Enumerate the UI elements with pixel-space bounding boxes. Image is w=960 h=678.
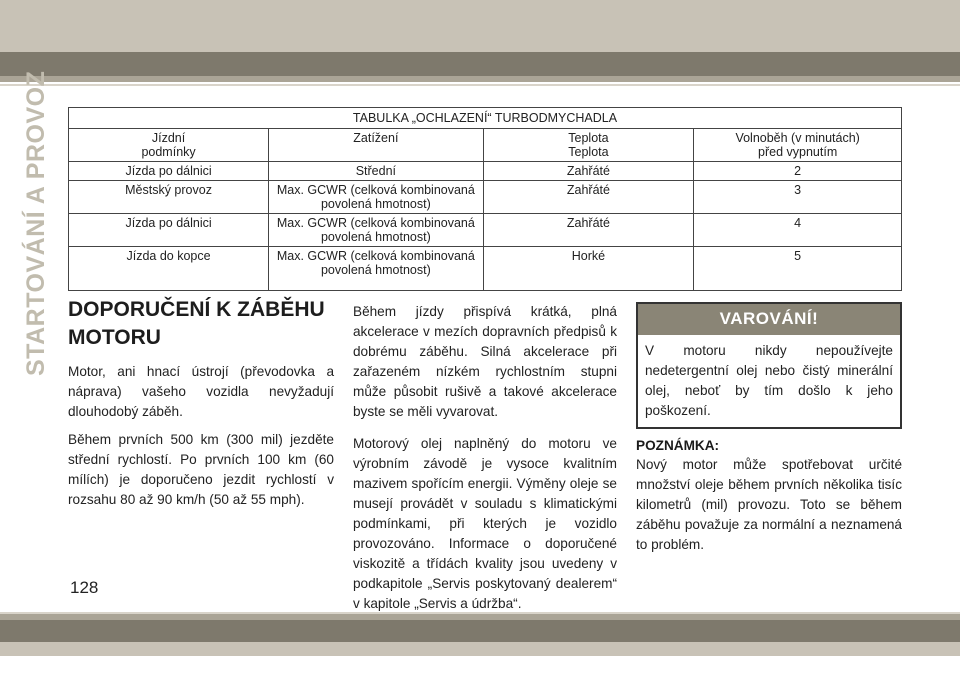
row-temperature: Zahřáté [483,181,694,214]
paragraph-engine-oil: Motorový olej naplněný do motoru ve výrobním závodě je vysoce kvalitním mazivem spořícím energii. Výměny oleje se musejí provádět v souladu s klimatickými podmínkami, při kterých je vozidlo provozováno. Informace o doporučené viskozitě a třídách kvality jsou uvedeny v podkapitole „Servis poskytovaný dealerem“ v kapitole „Servis a údržba“. [353,436,617,611]
column-right [636,302,902,555]
section-heading: DOPORUČENÍ K ZÁBĚHU MOTORU [68,298,325,349]
column-left [68,296,334,518]
header-temperature [483,129,694,162]
row-idle: 3 [694,181,902,214]
table-row [69,181,902,214]
row-idle: 2 [694,162,902,181]
footer-stripe-light [0,642,960,656]
table-header-row [69,129,902,162]
section-side-title: STARTOVÁNÍ A PROVOZ [22,70,50,376]
paragraph-no-break-in: Motor, ani hnací ústrojí (převodovka a náprava) vašeho vozidla nevyžadují dlouhodobý záběh. [68,364,334,419]
table-row [69,162,902,181]
warning-title: VAROVÁNÍ! [638,304,900,335]
header-load: Zatížení [269,129,483,162]
table-caption-row [69,108,902,129]
row-load-line1: Max. GCWR (celková kombinovaná [276,216,475,230]
row-load [269,181,483,214]
row-load-line1: Max. GCWR (celková kombinovaná [276,249,475,263]
warning-text: V motoru nikdy nepoužívejte nedetergentní olej nebo čistý minerální olej, neboť by tím došlo k jeho poškození. [645,343,893,418]
page-number: 128 [70,578,99,597]
table-row [69,247,902,291]
header-rule [0,84,960,86]
header-temperature-line1: Teplota [568,131,609,145]
table-row [69,214,902,247]
row-load [269,214,483,247]
warning-box [636,302,902,429]
turbo-cooldown-table [68,107,902,291]
row-idle: 4 [694,214,902,247]
row-temperature: Zahřáté [483,214,694,247]
footer-band [0,612,960,678]
row-load: Střední [269,162,483,181]
header-stripe-thin [0,76,960,82]
footer-stripe-dark [0,620,960,642]
header-idle [694,129,902,162]
header-conditions-line1: Jízdní [151,131,186,145]
header-temperature-line2: Teplota [568,145,609,159]
header-idle-line2: před vypnutím [758,145,838,159]
row-load-line1: Max. GCWR (celková kombinovaná [276,183,475,197]
column-middle [353,302,617,626]
table-caption: TABULKA „OCHLAZENÍ“ TURBODMYCHADLA [69,108,902,129]
header-conditions [69,129,269,162]
row-load-line2: povolená hmotnost) [320,263,431,277]
row-load-line2: povolená hmotnost) [320,197,431,211]
row-load [269,247,483,291]
header-idle-line1: Volnoběh (v minutách) [735,131,860,145]
row-load-line2: povolená hmotnost) [320,230,431,244]
paragraph-first-500km: Během prvních 500 km (300 mil) jezděte střední rychlostí. Po prvních 100 km (60 mílích) je doporučeno jezdit rychlostí v rozsahu 80 až 90 km/h (50 až 55 mph). [68,432,334,507]
row-conditions: Jízda po dálnici [69,162,269,181]
note-text: Nový motor může spotřebovat určité množství oleje během prvních několika tisíc kilometrů (mil) provozu. Toto se během záběhu považuje za normální a neznamená to problém. [636,457,902,552]
paragraph-acceleration: Během jízdy přispívá krátká, plná akcelerace v mezích dopravních předpisů k dobrému záběhu. Silná akcelerace při zařazeném nízkém rychlostním stupni může působit rušivě a takové akcelerace byste se měli vyvarovat. [353,304,617,419]
row-idle: 5 [694,247,902,291]
row-temperature: Horké [483,247,694,291]
header-conditions-line2: podmínky [141,145,196,159]
row-conditions: Městský provoz [69,181,269,214]
row-conditions: Jízda po dálnici [69,214,269,247]
row-conditions: Jízda do kopce [69,247,269,291]
row-temperature: Zahřáté [483,162,694,181]
header-stripe-dark [0,52,960,76]
note-label: POZNÁMKA: [636,438,720,453]
header-band [0,0,960,76]
